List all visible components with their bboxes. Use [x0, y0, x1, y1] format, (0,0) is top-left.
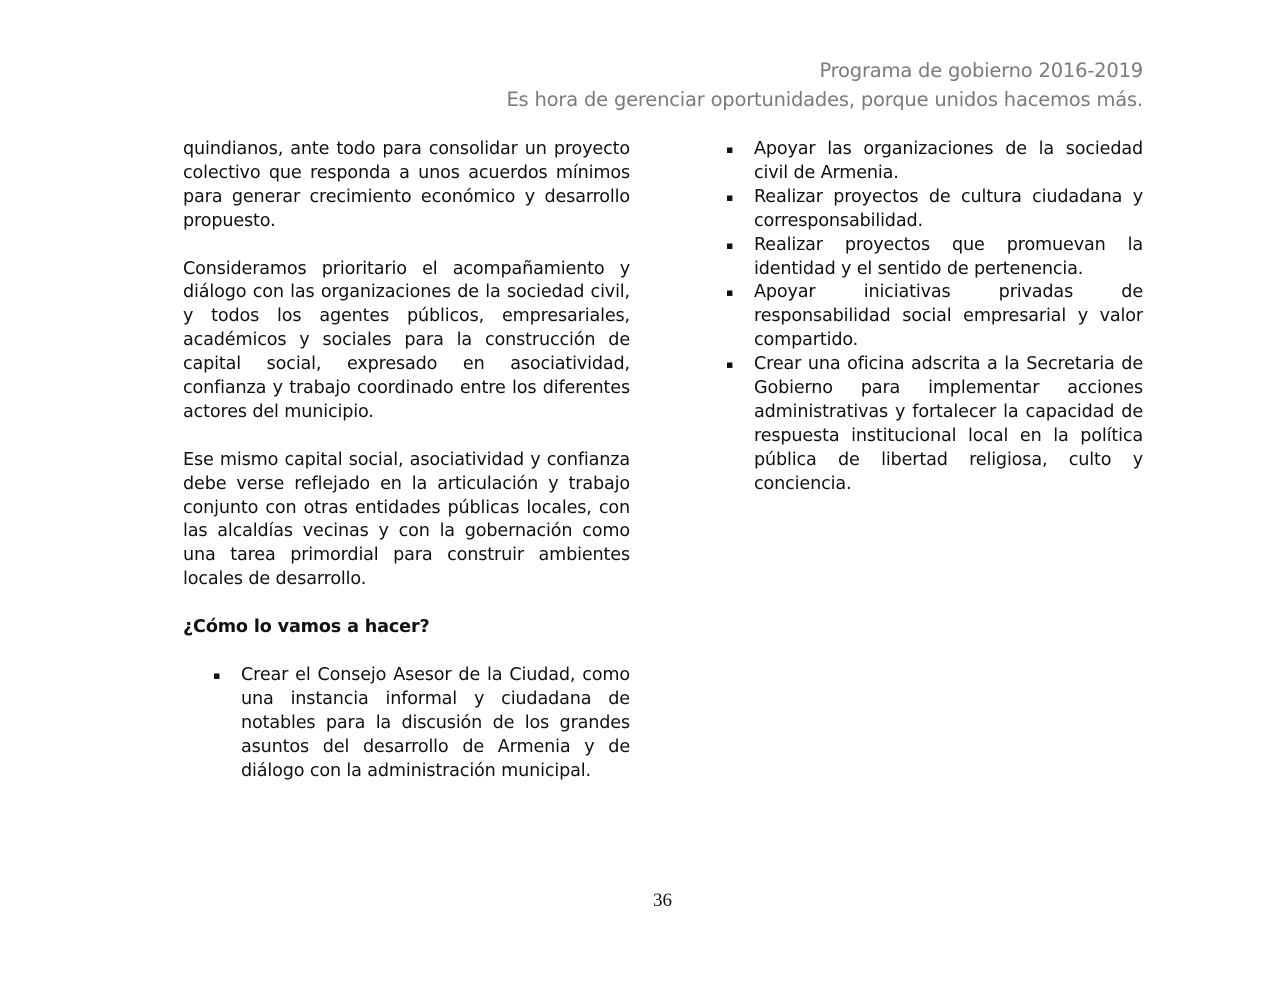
list-item-text: Crear el Consejo Asesor de la Ciudad, como una instancia informal y ciudadana de notables para la discusión de los grandes asuntos del desarrollo de Armenia y de diálogo con la administración municipal.	[241, 664, 630, 781]
left-bullet-list	[183, 664, 630, 784]
square-bullet-icon: ▪	[726, 286, 734, 300]
paragraph-continuation: quindianos, ante todo para consolidar un proyecto colectivo que responda a unos acuerdos mínimos para generar crecimiento económico y desarrollo propuesto.	[183, 139, 630, 231]
list-item	[726, 186, 1143, 234]
square-bullet-icon: ▪	[213, 668, 221, 682]
header-slogan: Es hora de gerenciar oportunidades, porque unidos hacemos más.	[506, 88, 1143, 111]
section-heading: ¿Cómo lo vamos a hacer?	[183, 617, 430, 638]
page-number: 36	[653, 890, 672, 911]
left-column	[183, 138, 630, 783]
square-bullet-icon: ▪	[726, 238, 734, 252]
list-item	[726, 281, 1143, 353]
paragraph-social-organizations: Consideramos prioritario el acompañamiento y diálogo con las organizaciones de la sociedad civil, y todos los agentes públicos, empresariales, académicos y sociales para la construcción de capital social, expresado en asociatividad, confianza y trabajo coordinado entre los diferentes actores del municipio.	[183, 258, 630, 422]
list-item-text: Apoyar las organizaciones de la sociedad civil de Armenia.	[754, 139, 1143, 183]
right-bullet-list	[726, 138, 1143, 497]
list-item	[726, 138, 1143, 186]
square-bullet-icon: ▪	[726, 358, 734, 372]
paragraph-social-capital: Ese mismo capital social, asociatividad y confianza debe verse reflejado en la articulación y trabajo conjunto con otras entidades públicas locales, con las alcaldías vecinas y con la gobernación como una tarea primordial para construir ambientes locales de desarrollo.	[183, 449, 630, 590]
list-item	[183, 664, 630, 784]
square-bullet-icon: ▪	[726, 190, 734, 204]
list-item	[726, 353, 1143, 496]
list-item	[726, 234, 1143, 282]
page-header	[506, 56, 1143, 114]
header-title: Programa de gobierno 2016-2019	[819, 59, 1143, 82]
square-bullet-icon: ▪	[726, 143, 734, 156]
list-item-text: Realizar proyectos que promuevan la identidad y el sentido de pertenencia.	[754, 234, 1143, 279]
list-item-text: Realizar proyectos de cultura ciudadana y corresponsabilidad.	[754, 186, 1143, 231]
right-column	[726, 138, 1143, 497]
list-item-text: Crear una oficina adscrita a la Secretaria de Gobierno para implementar acciones administrativas y fortalecer la capacidad de respuesta institucional local en la política pública de libertad religiosa, culto y conciencia.	[754, 354, 1143, 494]
list-item-text: Apoyar iniciativas privadas de responsabilidad social empresarial y valor compartido.	[754, 282, 1143, 351]
